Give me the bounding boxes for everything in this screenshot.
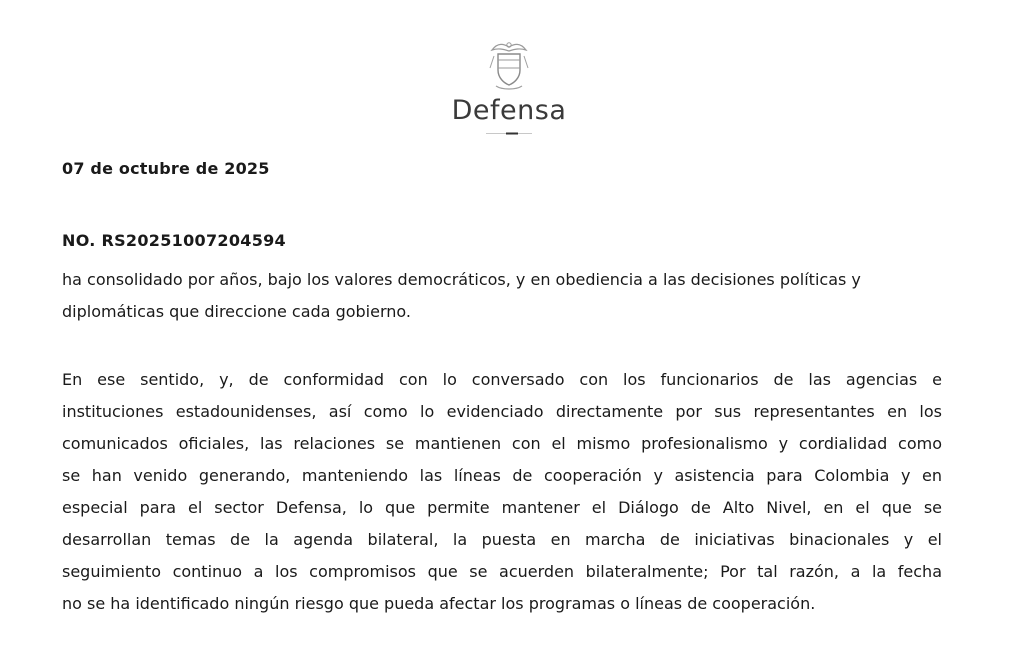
document-reference: NO. RS20251007204594: [62, 231, 286, 250]
paragraph-2-line: no se ha identificado ningún riesgo que pueda afectar los programas o líneas de cooperación.: [62, 594, 816, 613]
paragraph-2-line: especial para el sector Defensa, lo que permite mantener el Diálogo de Alto Nivel, en el que se: [62, 498, 942, 517]
paragraph-1: ha consolidado por años, bajo los valores democráticos, y en obediencia a las decisiones políticas y diplomáticas que direccione cada gobierno.: [62, 270, 861, 321]
paragraph-2-line: comunicados oficiales, las relaciones se mantienen con el mismo profesionalismo y cordialidad como: [62, 434, 942, 453]
paragraph-2: [62, 364, 942, 620]
brand-name: Defensa: [451, 95, 567, 126]
paragraph-2-line: En ese sentido, y, de conformidad con lo conversado con los funcionarios de las agencias e: [62, 370, 942, 389]
paragraph-2-line: instituciones estadounidenses, así como lo evidenciado directamente por sus representantes en los: [62, 402, 942, 421]
coat-of-arms-icon: [486, 38, 532, 94]
brand-underline: [486, 132, 532, 135]
paragraph-2-line: se han venido generando, manteniendo las líneas de cooperación y asistencia para Colombia y en: [62, 466, 942, 485]
paragraph-2-line: desarrollan temas de la agenda bilateral, la puesta en marcha de iniciativas binacionales y el: [62, 530, 942, 549]
paragraph-2-line: seguimiento continuo a los compromisos que se acuerden bilateralmente; Por tal razón, a la fecha: [62, 562, 942, 581]
document-date: 07 de octubre de 2025: [62, 159, 270, 178]
letterhead: [0, 38, 1018, 135]
